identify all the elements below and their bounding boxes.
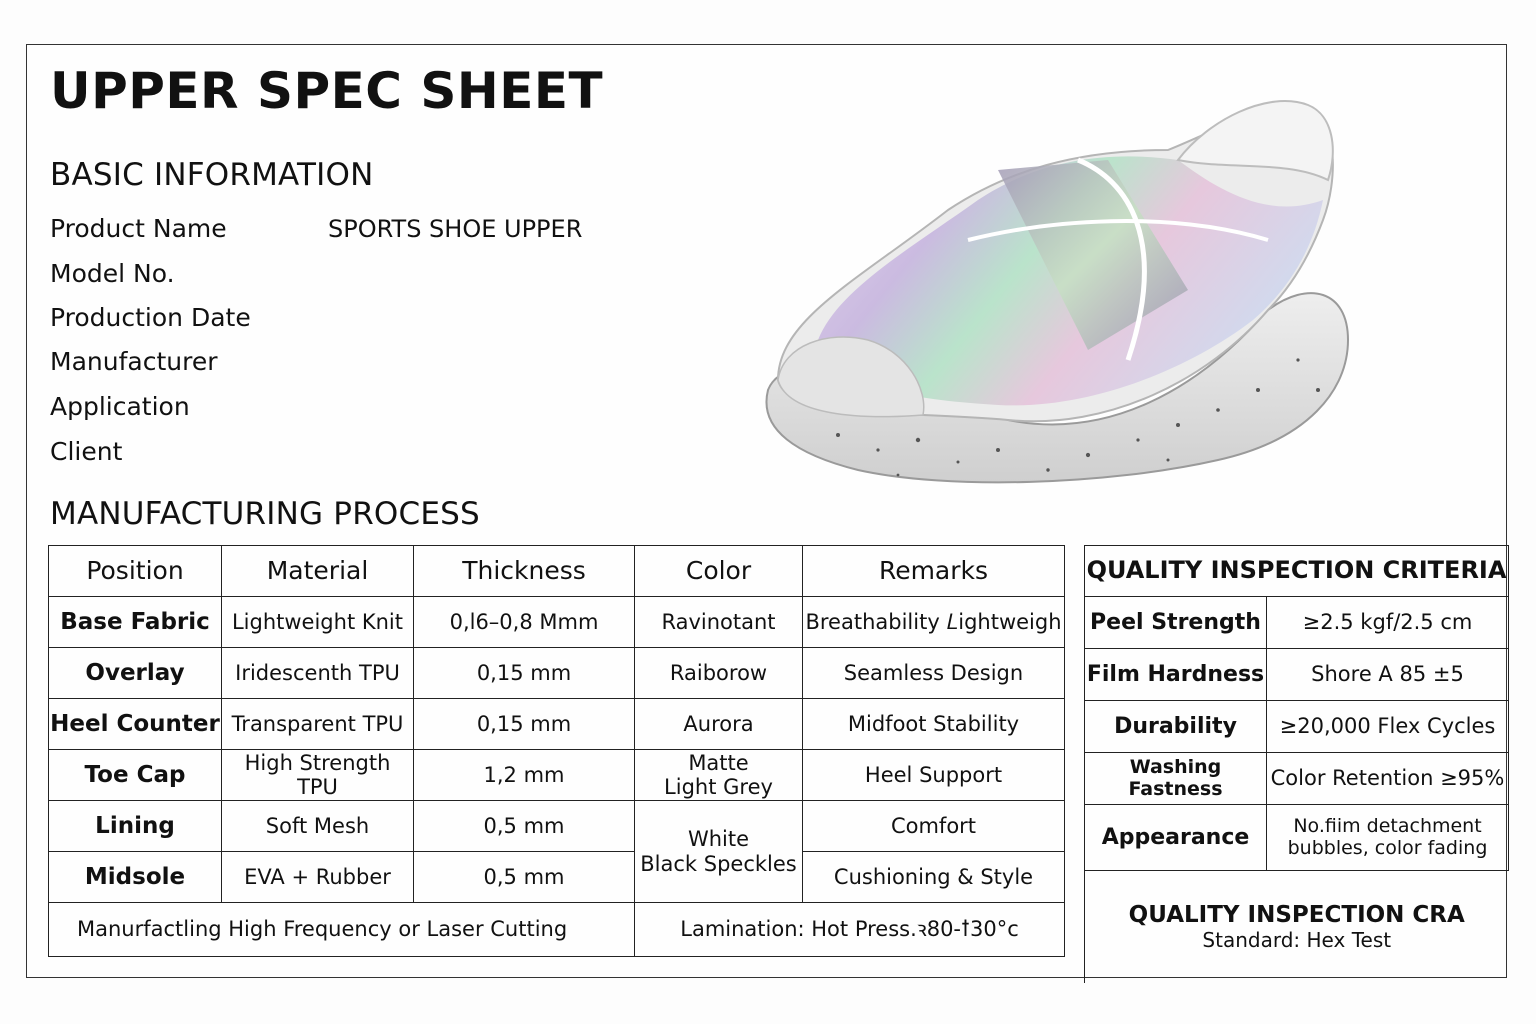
quality-footer-title: QUALITY INSPECTION CRA [1128,902,1465,929]
column-header: Color [635,546,803,597]
thickness-cell: 0,5 mm [414,852,635,903]
table-row [1085,753,1509,805]
criteria-value: ≥2.5 kgf/2.5 cm [1267,597,1509,649]
position-cell: Toe Cap [49,750,222,801]
info-row-client [50,437,328,466]
table-row [49,852,1065,903]
color-cell: Ravinotant [635,597,803,648]
thickness-cell: 1,2 mm [414,750,635,801]
info-label: Production Date [50,303,251,332]
material-cell: Transparent TPU [222,699,414,750]
material-cell: Soft Mesh [222,801,414,852]
material-cell: Lightweight Knit [222,597,414,648]
info-row-application [50,392,328,421]
material-cell: High Strength TPU [222,750,414,801]
table-row [49,699,1065,750]
criteria-key: Peel Strength [1085,597,1267,649]
table-row [49,597,1065,648]
info-row-production-date [50,303,328,332]
remarks-cell: Seamless Design [803,648,1065,699]
table-row [1085,805,1509,871]
table-header-row [1085,546,1509,597]
quality-footer-row [1085,871,1509,984]
info-row-model-no [50,259,328,288]
material-cell: Iridescenth TPU [222,648,414,699]
remarks-cell: Midfoot Stability [803,699,1065,750]
quality-heading: QUALITY INSPECTION CRITERIA [1085,546,1509,597]
criteria-value: Color Retention ≥95% [1267,753,1509,805]
table-row [49,801,1065,852]
criteria-value: No.fiim detachment bubbles, color fading [1267,805,1509,871]
info-label: Application [50,392,190,421]
criteria-key: Film Hardness [1085,649,1267,701]
position-cell: Heel Counter [49,699,222,750]
quality-footer-standard: Standard: Hex Test [1202,927,1392,952]
color-cell: Aurora [635,699,803,750]
table-row [1085,701,1509,753]
criteria-value: ≥20,000 Flex Cycles [1267,701,1509,753]
column-header: Material [222,546,414,597]
remarks-cell: Comfort [803,801,1065,852]
color-cell: Raiborow [635,648,803,699]
remarks-cell: Cushioning & Style [803,852,1065,903]
info-label: Manufacturer [50,347,218,376]
thickness-cell: 0,l6–0,8 Mmm [414,597,635,648]
criteria-key: Appearance [1085,805,1267,871]
color-cell: White Black Speckles [635,801,803,903]
remarks-cell: Heel Support [803,750,1065,801]
basic-info-heading: BASIC INFORMATION [50,157,374,193]
quality-footer [1085,871,1509,984]
table-row [1085,649,1509,701]
lamination-cell: Lamination: Hot Press.ꝛ80-ꝉ30°c [635,903,1065,957]
thickness-cell: 0,15 mm [414,648,635,699]
position-cell: Midsole [49,852,222,903]
criteria-value: Shore A 85 ±5 [1267,649,1509,701]
table-header-row [49,546,1065,597]
position-cell: Lining [49,801,222,852]
info-row-product-name [50,214,582,243]
info-label: Model No. [50,259,175,288]
thickness-cell: 0,15 mm [414,699,635,750]
criteria-key: Washing Fastness [1085,753,1267,805]
column-header: Thickness [414,546,635,597]
info-row-manufacturer [50,347,328,376]
info-label: Client [50,437,123,466]
table-row [49,750,1065,801]
sports-shoe-upper-image [748,90,1368,510]
table-row [1085,597,1509,649]
position-cell: Base Fabric [49,597,222,648]
column-header: Position [49,546,222,597]
table-row [49,648,1065,699]
cutting-method-cell: Manurfactling High Frequency or Laser Cutting [49,903,635,957]
info-label: Product Name [50,214,227,243]
page-title: UPPER SPEC SHEET [50,62,604,120]
remarks-cell: Breathability 𝐿ightweigh [803,597,1065,648]
info-value: SPORTS SHOE UPPER [328,215,583,243]
column-header: Remarks [803,546,1065,597]
quality-table [1084,545,1509,983]
position-cell: Overlay [49,648,222,699]
table-footer-row [49,903,1065,957]
process-heading: MANUFACTURING PROCESS [50,496,480,532]
thickness-cell: 0,5 mm [414,801,635,852]
criteria-key: Durability [1085,701,1267,753]
process-table [48,545,1065,957]
material-cell: EVA + Rubber [222,852,414,903]
color-cell: Matte Light Grey [635,750,803,801]
